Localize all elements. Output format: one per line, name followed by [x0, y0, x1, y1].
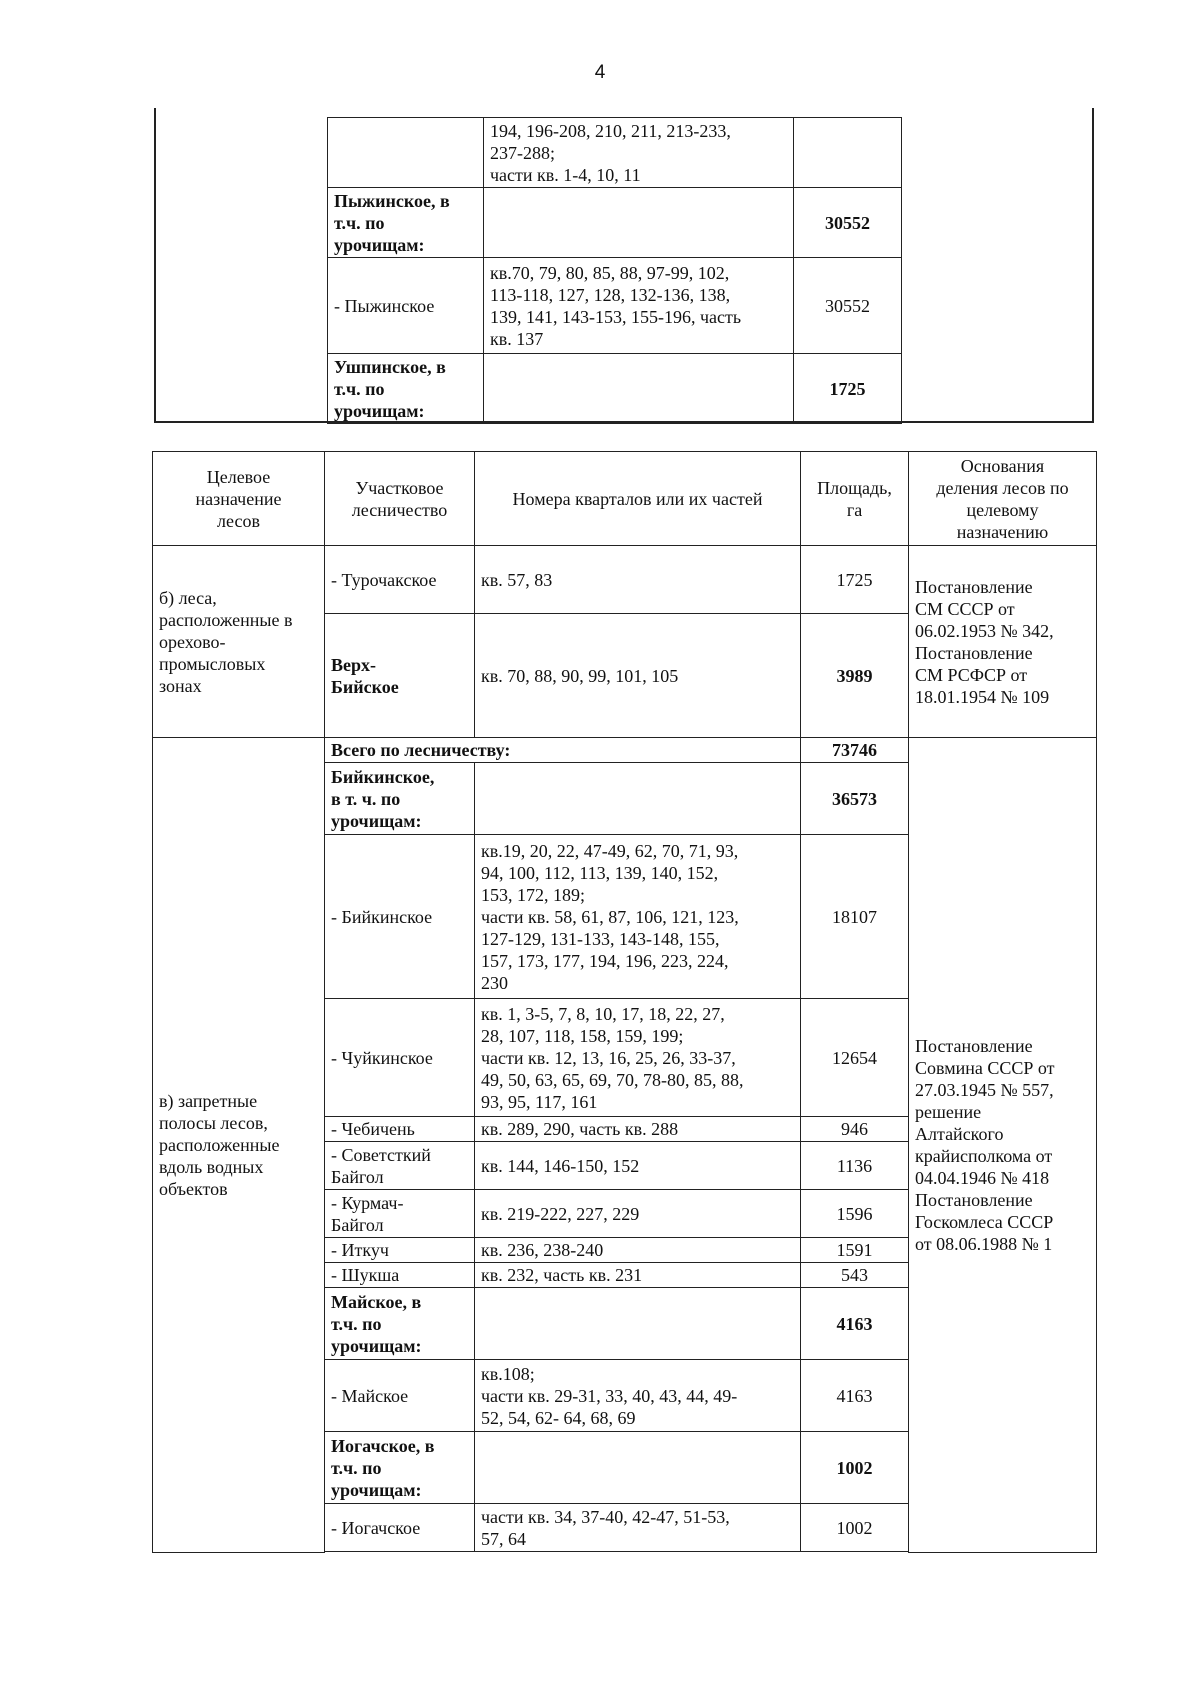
area-cell [794, 118, 902, 188]
quarters-cell [484, 354, 794, 424]
forestry-name: - Бийкинское [325, 835, 475, 999]
area-cell: 1596 [801, 1190, 909, 1238]
forestry-name: Бийкинское, в т. ч. по урочищам: [325, 763, 475, 835]
purpose-cell: в) запретные полосы лесов, расположенные вдоль водных объектов [153, 738, 325, 1553]
table-row [328, 118, 902, 188]
basis-cell: Постановление СМ СССР от 06.02.1953 № 342, Постановление СМ РСФСР от 18.01.1954 № 109 [909, 546, 1097, 738]
forestry-name: - Чуйкинское [325, 999, 475, 1117]
header-purpose: Целевое назначение лесов [153, 452, 325, 546]
table-row [328, 258, 902, 354]
quarters-cell [475, 1432, 801, 1504]
forestry-name: - Пыжинское [328, 258, 484, 354]
area-cell: 3989 [801, 614, 909, 738]
forestry-name: Пыжинское, в т.ч. по урочищам: [328, 188, 484, 258]
table-row [328, 354, 902, 424]
header-row [153, 452, 1097, 546]
top-left-border [154, 108, 156, 423]
header-quarters: Номера кварталов или их частей [475, 452, 801, 546]
quarters-cell: кв. 57, 83 [475, 546, 801, 614]
quarters-cell [475, 763, 801, 835]
basis-cell: Постановление Совмина СССР от 27.03.1945 № 557, решение Алтайского крайисполкома от 04.04.1946 № 418 Постановление Госкомлеса СССР от 08.06.1988 № 1 [909, 738, 1097, 1553]
area-cell: 4163 [801, 1288, 909, 1360]
quarters-cell: кв. 289, 290, часть кв. 288 [475, 1117, 801, 1142]
area-cell: 1002 [801, 1432, 909, 1504]
forestry-name: - Чебичень [325, 1117, 475, 1142]
page-number: 4 [594, 62, 606, 83]
area-cell: 1002 [801, 1504, 909, 1552]
forestry-name [328, 118, 484, 188]
forestry-name: - Шукша [325, 1263, 475, 1288]
quarters-cell: кв. 1, 3-5, 7, 8, 10, 17, 18, 22, 27, 28, 107, 118, 158, 159, 199; части кв. 12, 13, 16, 25, 26, 33-37, 49, 50, 63, 65, 69, 70, 78-80, 85, 88, 93, 95, 117, 161 [475, 999, 801, 1117]
top-table [327, 117, 902, 424]
forestry-name: Верх- Бийское [325, 614, 475, 738]
forestry-name: - Иткуч [325, 1238, 475, 1263]
forestry-name: Майское, в т.ч. по урочищам: [325, 1288, 475, 1360]
area-cell: 18107 [801, 835, 909, 999]
area-cell: 1136 [801, 1142, 909, 1190]
forestry-name: - Иогачское [325, 1504, 475, 1552]
quarters-cell: кв.70, 79, 80, 85, 88, 97-99, 102, 113-118, 127, 128, 132-136, 138, 139, 141, 143-153, 155-196, часть кв. 137 [484, 258, 794, 354]
quarters-cell: кв. 232, часть кв. 231 [475, 1263, 801, 1288]
quarters-cell: кв. 219-222, 227, 229 [475, 1190, 801, 1238]
header-area: Площадь, га [801, 452, 909, 546]
forestry-name: - Курмач- Байгол [325, 1190, 475, 1238]
quarters-cell: кв. 70, 88, 90, 99, 101, 105 [475, 614, 801, 738]
forestry-name: - Советсткий Байгол [325, 1142, 475, 1190]
quarters-cell: 194, 196-208, 210, 211, 213-233, 237-288; части кв. 1-4, 10, 11 [484, 118, 794, 188]
top-right-border [1092, 108, 1094, 423]
quarters-cell: кв. 144, 146-150, 152 [475, 1142, 801, 1190]
area-cell: 946 [801, 1117, 909, 1142]
quarters-cell [484, 188, 794, 258]
table-row [153, 546, 1097, 614]
forestry-name: Ушпинское, в т.ч. по урочищам: [328, 354, 484, 424]
forestry-name: - Турочакское [325, 546, 475, 614]
header-basis: Основания деления лесов по целевому назначению [909, 452, 1097, 546]
quarters-cell: части кв. 34, 37-40, 42-47, 51-53, 57, 64 [475, 1504, 801, 1552]
area-cell: 30552 [794, 188, 902, 258]
total-label: Всего по лесничеству: [325, 738, 801, 763]
quarters-cell: кв.19, 20, 22, 47-49, 62, 70, 71, 93, 94, 100, 112, 113, 139, 140, 152, 153, 172, 189; части кв. 58, 61, 87, 106, 121, 123, 127-129, 131-133, 143-148, 155, 157, 173, 177, 194, 196, 223, 224, 230 [475, 835, 801, 999]
header-forestry: Участковое лесничество [325, 452, 475, 546]
quarters-cell: кв. 236, 238-240 [475, 1238, 801, 1263]
table-row [328, 188, 902, 258]
quarters-cell: кв.108; части кв. 29-31, 33, 40, 43, 44, 49- 52, 54, 62- 64, 68, 69 [475, 1360, 801, 1432]
total-row [153, 738, 1097, 763]
main-table [152, 451, 1097, 1553]
area-cell: 30552 [794, 258, 902, 354]
forestry-name: Иогачское, в т.ч. по урочищам: [325, 1432, 475, 1504]
area-cell: 12654 [801, 999, 909, 1117]
area-cell: 1591 [801, 1238, 909, 1263]
area-cell: 1725 [801, 546, 909, 614]
area-cell: 543 [801, 1263, 909, 1288]
quarters-cell [475, 1288, 801, 1360]
purpose-cell: б) леса, расположенные в орехово- промысловых зонах [153, 546, 325, 738]
total-area: 73746 [801, 738, 909, 763]
area-cell: 1725 [794, 354, 902, 424]
area-cell: 4163 [801, 1360, 909, 1432]
forestry-name: - Майское [325, 1360, 475, 1432]
area-cell: 36573 [801, 763, 909, 835]
